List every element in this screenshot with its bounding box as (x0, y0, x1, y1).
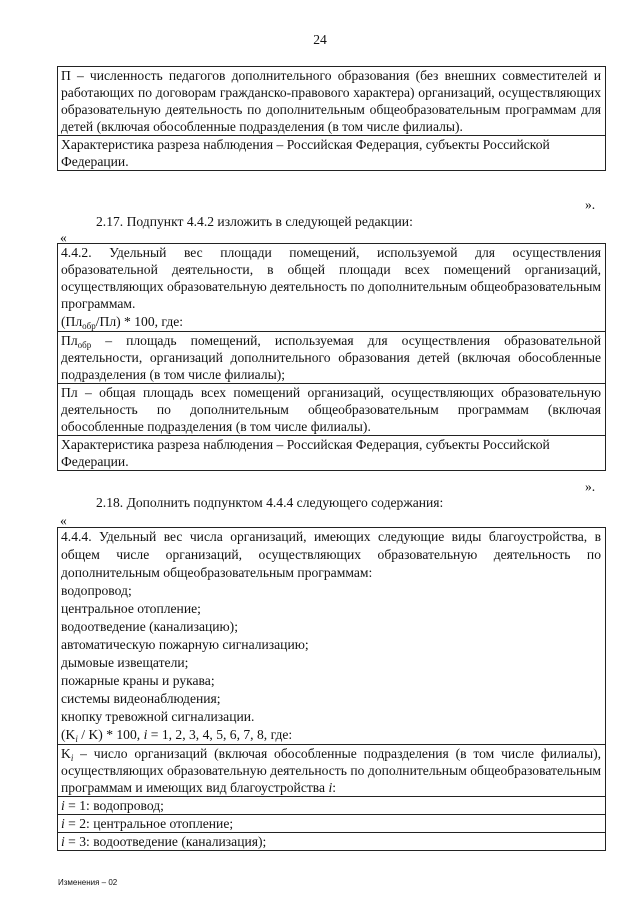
amenity-item: пожарные краны и рукава; (61, 673, 215, 688)
index-row: i = 2: центральное отопление; (58, 814, 605, 832)
definition-table-3 (57, 527, 606, 851)
definition-table-1 (57, 66, 606, 171)
paragraph-2-18: 2.18. Дополнить подпунктом 4.4.4 следующего содержания: (96, 495, 444, 510)
footer-revision-note: Изменения – 02 (58, 878, 118, 887)
definition-pl-cell: Пл – общая площадь всех помещений организаций, осуществляющих образовательную деятельность по дополнительным общеобразовательным программам (включая обособленные подразделения (в том числе филиалы). (58, 383, 605, 435)
definition-ki-cell: $K_i$ – число организаций (включая обособленные подразделения (в том числе филиалы), осуществляющих образовательную деятельность по дополнительным общеобразовательным программам и имеющих вид благоустройства i: (58, 744, 605, 796)
formula-4-4-2: $(Пл_{обр}/Пл) * 100$, где: (61, 314, 184, 331)
definition-table-2 (57, 243, 606, 471)
indicator-4-4-4-text: 4.4.4. Удельный вес числа организаций, имеющих следующие виды благоустройства, в общем числе организаций, осуществляющих образовательную деятельность по дополнительным общеобразовательным программам: (61, 529, 601, 580)
closing-quote: ». (585, 197, 596, 212)
amenity-item: дымовые извещатели; (61, 655, 189, 670)
amenity-item: водопровод; (61, 583, 132, 598)
indicator-4-4-4-cell (58, 528, 605, 744)
closing-quote-2: ». (585, 479, 596, 494)
observation-breakdown-cell-2: Характеристика разреза наблюдения – Российская Федерация, субъекты Российской Федерации. (58, 435, 605, 470)
observation-breakdown-cell: Характеристика разреза наблюдения – Российская Федерация, субъекты Российской Федерации. (58, 135, 605, 170)
opening-quote: « (60, 230, 67, 245)
definition-plobr-cell: $Пл_{обр}$ – площадь помещений, используемая для осуществления образовательной деятельности, организаций дополнительного образования детей (включая обособленные подразделения (в том числе филиалы); (58, 331, 605, 383)
paragraph-2-17: 2.17. Подпункт 4.4.2 изложить в следующей редакции: (96, 214, 413, 229)
amenity-item: системы видеонаблюдения; (61, 691, 221, 706)
index-row: i = 3: водоотведение (канализация); (58, 832, 605, 850)
indicator-4-4-2-text: 4.4.2. Удельный вес площади помещений, используемой для осуществления образовательной деятельности, в общей площади всех помещений организаций, осуществляющих образовательную деятельность по дополнительным общеобразовательным программам. (61, 245, 601, 311)
amenity-item: центральное отопление; (61, 601, 201, 616)
page-number: 24 (313, 32, 327, 47)
formula-4-4-4: $(K_i / K) * 100$, i = 1, 2, 3, 4, 5, 6, 7, 8, где: (61, 727, 293, 744)
definition-p-cell: П – численность педагогов дополнительного образования (без внешних совместителей и работающих по договорам гражданско-правового характера) организаций, осуществляющих образовательную деятельность по дополнительным общеобразовательным программам для детей (включая обособленные подразделения (в том числе филиалы). (61, 68, 601, 134)
amenity-item: водоотведение (канализацию); (61, 619, 238, 634)
amenity-item: автоматическую пожарную сигнализацию; (61, 637, 309, 652)
indicator-4-4-2-cell (58, 244, 605, 331)
opening-quote-2: « (60, 513, 67, 528)
index-row: i = 1: водопровод; (58, 796, 605, 814)
amenity-item: кнопку тревожной сигнализации. (61, 709, 255, 724)
